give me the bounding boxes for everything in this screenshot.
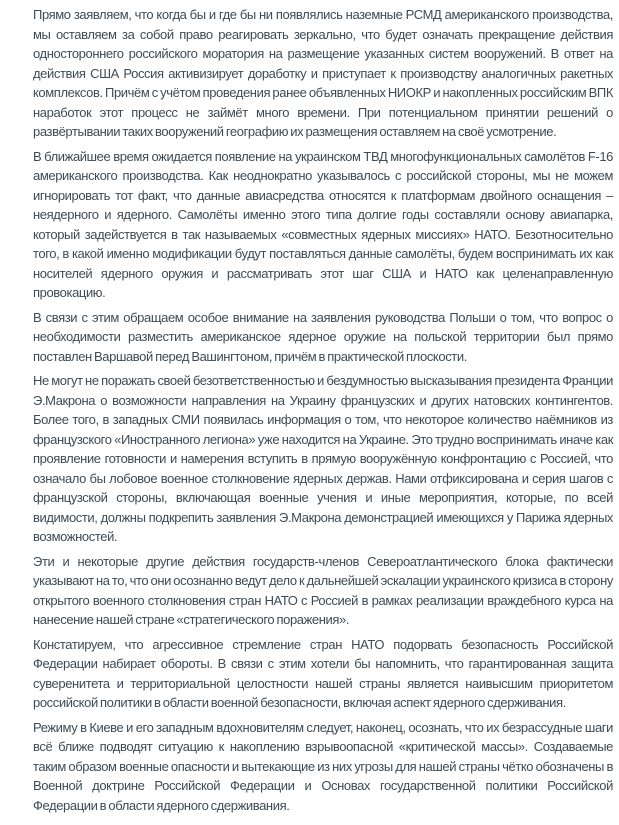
paragraph-kiev-regime-warning: Режиму в Киеве и его западным вдохновителям следует, наконец, осознать, что их безрассудные шаги всё ближе подводят ситуацию к накоплению взрывоопасной «критической массы». Создаваемые таким образом военные опасности и вытекающие из них угрозы для нашей страны чётко обозначены в Военной доктрине Российской Федерации и Основах государственной политики Российской Федерации в области ядерного сдерживания. xyxy=(33,719,613,813)
paragraph-macron-contingents: Не могут не поражать своей безответственностью и бездумностью высказывания президента Франции Э.Макрона о возможности направления на Украину французских и других натовских контингентов. Более того, в западных СМИ появилась информация о том, что некоторое количество наёмников из французского «Иностранного легиона» уже находится на Украине. Это трудно воспринимать иначе как проявление готовности и намерения вступить в прямую вооружённую конфронтацию с Россией, что означало бы лобовое военное столкновение ядерных держав. Нами отфиксирована и серия шагов с французской стороны, включающая военные учения и иные мероприятия, которые, по всей видимости, должны подкрепить заявления Э.Макрона демонстрацией имеющихся у Парижа ядерных возможностей. xyxy=(33,373,613,544)
paragraph-rsmd-moratorium: Прямо заявляем, что когда бы и где бы ни появлялись наземные РСМД американского производства, мы оставляем за собой право реагировать зеркально, что будет означать прекращение действия одностороннего российского моратория на размещение указанных систем вооружений. В ответ на действия США Россия активизирует доработку и приступает к производству аналогичных ракетных комплексов. Причём с учётом проведения ранее объявленных НИОКР и накопленных российским ВПК наработок этот процесс не займёт много времени. При потенциальном принятии решений о развёртывании таких вооружений географию их размещения оставляем на своё усмотрение. xyxy=(33,7,613,139)
paragraph-sovereignty-priority: Констатируем, что агрессивное стремление стран НАТО подорвать безопасность Российской Федерации набирает обороты. В связи с этим хотели бы напомнить, что гарантированная защита суверенитета и территориальной целостности нашей страны является наивысшим приоритетом российской политики в области военной безопасности, включая аспект ядерного сдерживания. xyxy=(33,636,613,710)
paragraph-f16-ukraine: В ближайшее время ожидается появление на украинском ТВД многофункциональных самолётов F-16 американского производства. Как неоднократно указывалось с российской стороны, мы не можем игнорировать тот факт, что данные авиасредства относятся к платформам двойного оснащения – неядерного и ядерного. Самолёты именно этого типа долгие годы составляли основу авиапарка, который задействуется в так называемых «совместных ядерных миссиях» НАТО. Безотносительно того, в какой именно модификации будут поставляться данные самолёты, будем воспринимать их как носителей ядерного оружия и рассматривать этот шаг США и НАТО как целенаправленную провокацию. xyxy=(33,148,613,300)
paragraph-poland-nuclear: В связи с этим обращаем особое внимание на заявления руководства Польши о том, что вопрос о необходимости разместить американское ядерное оружие на польской территории был прямо поставлен Варшавой перед Вашингтоном, причём в практической плоскости. xyxy=(33,309,613,364)
paragraph-nato-escalation: Эти и некоторые другие действия государств-членов Североатлантического блока фактически указывают на то, что они осознанно ведут дело к дальнейшей эскалации украинского кризиса в сторону открытого военного столкновения стран НАТО с Россией в рамках реализации враждебного курса на нанесение нашей стране «стратегического поражения». xyxy=(33,553,613,627)
